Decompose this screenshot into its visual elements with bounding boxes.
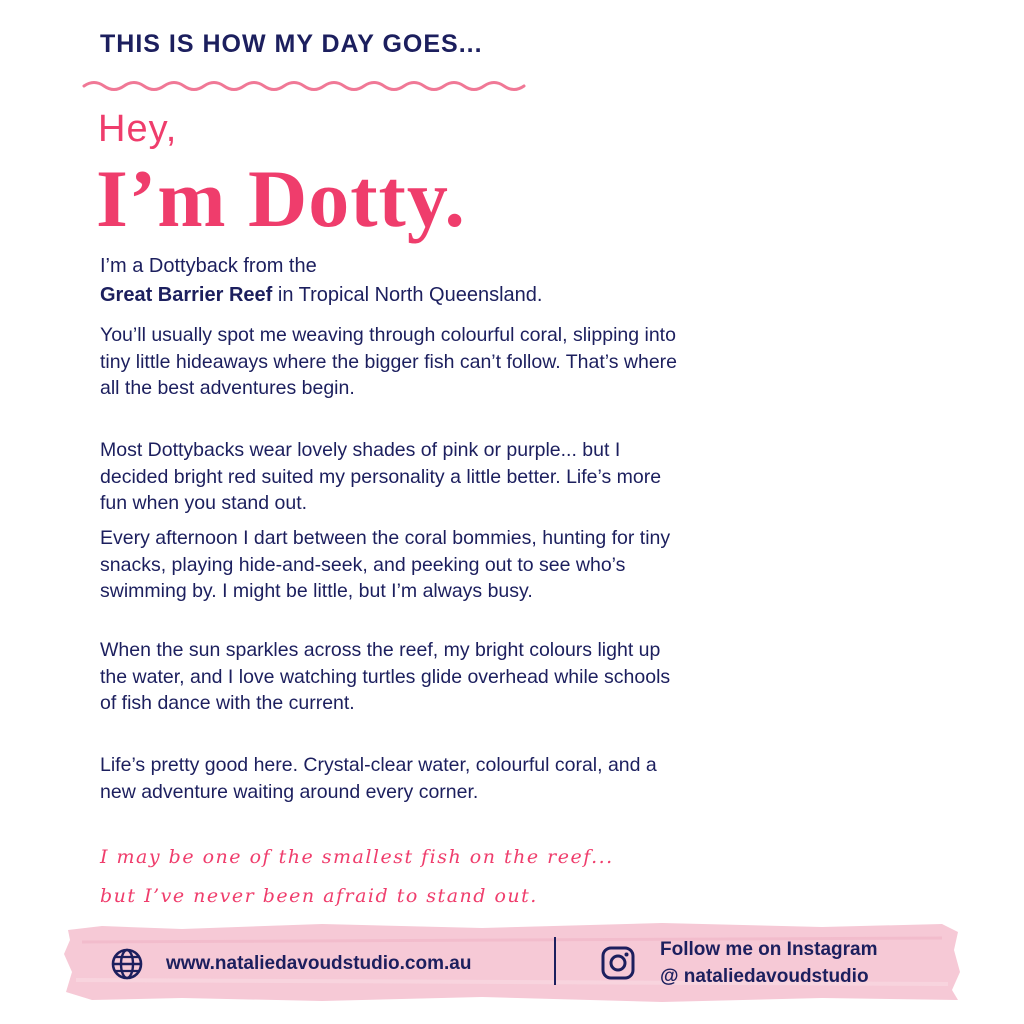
script-quote-line-1: I may be one of the smallest fish on the reef... — [100, 846, 614, 868]
page-kicker: THIS IS HOW MY DAY GOES... — [100, 30, 483, 58]
paragraph-colours: Most Dottybacks wear lovely shades of pink or purple... but I decided bright red suited my personality a little better. Life’s more fun when you stand out. — [100, 439, 662, 514]
paragraph-coral: You’ll usually spot me weaving through colourful coral, slipping into tiny little hideaways where the bigger fish can’t follow. That’s where all the best adventures begin. — [100, 324, 678, 399]
instagram-follow-label: Follow me on Instagram — [660, 939, 878, 960]
website-link[interactable]: www.nataliedavoudstudio.com.au — [166, 953, 472, 974]
script-quote-line-2: but I’ve never been afraid to stand out. — [100, 885, 538, 907]
footer-instagram[interactable] — [600, 936, 877, 990]
intro-line-1: I’m a Dottyback from the — [100, 255, 317, 277]
globe-icon — [110, 947, 144, 981]
paragraph-sun: When the sun sparkles across the reef, my bright colours light up the water, and I love watching turtles glide overhead while schools of fish dance with the current. — [100, 639, 671, 714]
intro-rest: in Tropical North Queensland. — [272, 284, 543, 306]
instagram-text — [660, 936, 877, 990]
intro — [100, 252, 700, 310]
instagram-handle[interactable]: @ nataliedavoudstudio — [660, 966, 869, 987]
paragraph-life: Life’s pretty good here. Crystal-clear water, colourful coral, and a new adventure waiting around every corner. — [100, 754, 657, 803]
paragraph-afternoon: Every afternoon I dart between the coral bommies, hunting for tiny snacks, playing hide-and-seek, and peeking out to see who’s swimming by. I might be little, but I’m always busy. — [100, 527, 671, 602]
greeting: Hey, — [98, 108, 178, 150]
intro-line-2 — [100, 281, 700, 310]
page-title: I’m Dotty. — [96, 153, 466, 244]
footer-website[interactable] — [110, 944, 471, 984]
instagram-icon[interactable] — [600, 945, 636, 981]
intro-bold: Great Barrier Reef — [100, 284, 273, 306]
footer-divider — [554, 937, 556, 985]
wavy-underline — [82, 76, 534, 96]
